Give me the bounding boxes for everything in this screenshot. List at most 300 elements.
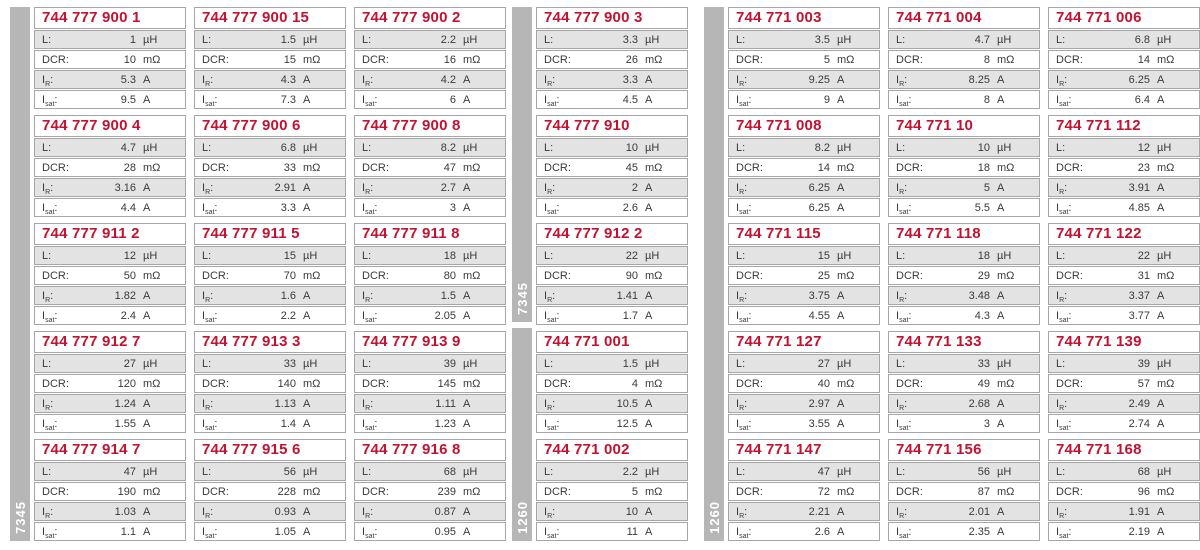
spec-label-subscript: sat (899, 100, 909, 108)
spec-label-isat: $I_{sat}$: (736, 417, 752, 432)
spec-unit-isat: A (997, 525, 1005, 538)
spec-row-isat (728, 90, 880, 109)
spec-unit-dcr: mΩ (837, 161, 855, 174)
spec-unit-ir: A (1157, 73, 1165, 86)
spec-row-ir (194, 286, 346, 305)
spec-unit-ir: A (997, 73, 1005, 86)
spec-value-l: 8.2 (814, 141, 830, 154)
spec-unit-l: µH (837, 357, 852, 370)
part-card (34, 115, 186, 217)
spec-value-ir: 6.25 (1128, 73, 1150, 86)
spec-row-ir (536, 70, 688, 89)
spec-label-dcr: DCR: (362, 269, 389, 282)
spec-label-l: L: (736, 141, 746, 154)
spec-value-l: 12 (1137, 141, 1150, 154)
spec-row-ir (888, 502, 1040, 521)
spec-unit-isat: A (837, 93, 845, 106)
spec-label-dcr: DCR: (544, 161, 571, 174)
spec-value-l: 10 (625, 141, 638, 154)
spec-label-dcr: DCR: (42, 53, 69, 66)
spec-value-ir: 1.5 (440, 289, 456, 302)
spec-unit-isat: A (1157, 309, 1165, 322)
package-size-label: 1260 (514, 501, 530, 534)
spec-row-l (888, 354, 1040, 373)
part-number: 744 777 900 4 (34, 115, 186, 137)
spec-label-subscript: sat (205, 424, 215, 432)
spec-value-isat: 0.95 (434, 525, 456, 538)
spec-unit-l: µH (303, 141, 318, 154)
spec-row-ir (888, 394, 1040, 413)
spec-row-dcr (728, 158, 880, 177)
spec-value-ir: 2.68 (968, 397, 990, 410)
package-rail-segment (512, 328, 532, 541)
package-rail-segment (10, 7, 30, 541)
spec-value-dcr: 26 (625, 53, 638, 66)
part-number: 744 771 118 (888, 223, 1040, 245)
spec-value-dcr: 50 (123, 269, 136, 282)
spec-value-l: 18 (443, 249, 456, 262)
spec-value-isat: 2.35 (968, 525, 990, 538)
spec-label-subscript: R (45, 404, 51, 412)
spec-unit-isat: A (143, 309, 151, 322)
spec-label-isat: $I_{sat}$: (736, 309, 752, 324)
spec-value-l: 39 (443, 357, 456, 370)
spec-value-isat: 1.55 (114, 417, 136, 430)
part-number: 744 771 115 (728, 223, 880, 245)
spec-value-dcr: 15 (283, 53, 296, 66)
spec-row-ir (728, 502, 880, 521)
spec-value-dcr: 57 (1137, 377, 1150, 390)
spec-unit-isat: A (303, 309, 311, 322)
spec-label-dcr: DCR: (1056, 485, 1083, 498)
spec-value-isat: 4.5 (622, 93, 638, 106)
spec-unit-isat: A (837, 309, 845, 322)
spec-unit-l: µH (143, 141, 158, 154)
spec-label-subscript: R (365, 80, 371, 88)
spec-label-subscript: sat (45, 208, 55, 216)
spec-label-isat: $I_{sat}$: (202, 93, 218, 108)
spec-label-dcr: DCR: (362, 377, 389, 390)
spec-unit-l: µH (997, 33, 1012, 46)
spec-row-ir (888, 286, 1040, 305)
spec-label-isat: $I_{sat}$: (736, 525, 752, 540)
spec-unit-dcr: mΩ (463, 269, 481, 282)
part-card (728, 439, 880, 541)
spec-row-l (536, 462, 688, 481)
spec-row-l (34, 246, 186, 265)
spec-label-dcr: DCR: (362, 53, 389, 66)
spec-label-subscript: sat (739, 532, 749, 540)
part-number: 744 777 900 1 (34, 7, 186, 29)
spec-label-subscript: sat (547, 316, 557, 324)
spec-unit-l: µH (1157, 33, 1172, 46)
spec-label-l: L: (544, 249, 554, 262)
spec-value-isat: 9 (823, 93, 830, 106)
spec-value-ir: 1.41 (616, 289, 638, 302)
spec-row-isat (34, 306, 186, 325)
spec-value-ir: 10.5 (616, 397, 638, 410)
spec-unit-ir: A (143, 397, 151, 410)
part-number: 744 771 008 (728, 115, 880, 137)
spec-value-isat: 9.5 (120, 93, 136, 106)
spec-label-isat: $I_{sat}$: (544, 417, 560, 432)
spec-label-dcr: DCR: (202, 485, 229, 498)
spec-row-ir (536, 394, 688, 413)
spec-unit-dcr: mΩ (1157, 485, 1175, 498)
spec-label-dcr: DCR: (1056, 269, 1083, 282)
spec-label-ir: $I_R$: (1056, 505, 1068, 520)
spec-value-isat: 8 (983, 93, 990, 106)
spec-label-l: L: (544, 357, 554, 370)
spec-unit-isat: A (837, 201, 845, 214)
spec-label-ir: $I_R$: (42, 397, 54, 412)
spec-value-ir: 3.16 (114, 181, 136, 194)
spec-unit-isat: A (837, 525, 845, 538)
spec-value-l: 27 (817, 357, 830, 370)
spec-row-isat (536, 90, 688, 109)
spec-value-isat: 4.85 (1128, 201, 1150, 214)
spec-value-l: 12 (123, 249, 136, 262)
spec-row-dcr (728, 482, 880, 501)
spec-unit-l: µH (837, 249, 852, 262)
spec-label-isat: $I_{sat}$: (544, 525, 560, 540)
spec-label-subscript: R (899, 80, 905, 88)
spec-label-isat: $I_{sat}$: (202, 417, 218, 432)
spec-label-isat: $I_{sat}$: (202, 201, 218, 216)
spec-label-l: L: (544, 33, 554, 46)
spec-row-isat (354, 306, 506, 325)
spec-unit-isat: A (143, 93, 151, 106)
spec-unit-ir: A (463, 289, 471, 302)
spec-unit-ir: A (837, 181, 845, 194)
spec-unit-l: µH (645, 249, 660, 262)
spec-row-isat (34, 414, 186, 433)
spec-row-dcr (194, 158, 346, 177)
spec-label-subscript: R (365, 296, 371, 304)
spec-value-dcr: 145 (437, 377, 456, 390)
spec-unit-isat: A (645, 417, 653, 430)
spec-value-dcr: 49 (977, 377, 990, 390)
spec-value-isat: 2.6 (814, 525, 830, 538)
spec-label-subscript: sat (1059, 316, 1069, 324)
spec-label-ir: $I_R$: (544, 397, 556, 412)
spec-label-subscript: sat (205, 316, 215, 324)
spec-label-subscript: R (899, 296, 905, 304)
spec-row-l (354, 246, 506, 265)
spec-unit-ir: A (1157, 181, 1165, 194)
spec-label-isat: $I_{sat}$: (202, 525, 218, 540)
spec-label-dcr: DCR: (896, 269, 923, 282)
spec-value-isat: 1.7 (622, 309, 638, 322)
spec-value-l: 68 (1137, 465, 1150, 478)
spec-row-ir (1048, 394, 1200, 413)
spec-value-isat: 12.5 (616, 417, 638, 430)
spec-unit-l: µH (645, 33, 660, 46)
spec-row-dcr (34, 374, 186, 393)
spec-label-ir: $I_R$: (736, 73, 748, 88)
spec-value-isat: 3.77 (1128, 309, 1150, 322)
spec-unit-isat: A (303, 417, 311, 430)
spec-label-l: L: (1056, 357, 1066, 370)
spec-unit-ir: A (1157, 397, 1165, 410)
spec-label-l: L: (202, 357, 212, 370)
part-card (194, 223, 346, 325)
spec-label-isat: $I_{sat}$: (1056, 93, 1072, 108)
spec-unit-l: µH (303, 465, 318, 478)
spec-value-dcr: 70 (283, 269, 296, 282)
spec-value-isat: 6.25 (808, 201, 830, 214)
package-rail-segment (704, 7, 724, 541)
spec-value-l: 1 (129, 33, 136, 46)
spec-label-dcr: DCR: (896, 53, 923, 66)
spec-value-l: 68 (443, 465, 456, 478)
spec-row-l (728, 354, 880, 373)
part-card (1048, 439, 1200, 541)
part-number: 744 771 139 (1048, 331, 1200, 353)
spec-value-ir: 9.25 (808, 73, 830, 86)
spec-value-dcr: 5 (823, 53, 830, 66)
spec-row-ir (1048, 502, 1200, 521)
spec-label-subscript: R (1059, 80, 1065, 88)
spec-unit-l: µH (143, 357, 158, 370)
part-card (34, 331, 186, 433)
spec-unit-ir: A (997, 397, 1005, 410)
spec-row-isat (354, 522, 506, 541)
spec-value-l: 6.8 (1134, 33, 1150, 46)
spec-value-dcr: 14 (817, 161, 830, 174)
spec-unit-dcr: mΩ (463, 377, 481, 390)
spec-value-isat: 1.4 (280, 417, 296, 430)
spec-row-ir (728, 394, 880, 413)
spec-unit-isat: A (303, 201, 311, 214)
spec-value-ir: 2.49 (1128, 397, 1150, 410)
spec-value-ir: 4.3 (280, 73, 296, 86)
spec-value-l: 2.2 (622, 465, 638, 478)
spec-unit-ir: A (645, 181, 653, 194)
part-card (1048, 7, 1200, 109)
spec-label-ir: $I_R$: (544, 73, 556, 88)
spec-label-isat: $I_{sat}$: (42, 417, 58, 432)
spec-value-l: 3.5 (814, 33, 830, 46)
spec-label-isat: $I_{sat}$: (362, 93, 378, 108)
spec-row-l (34, 462, 186, 481)
spec-label-dcr: DCR: (544, 269, 571, 282)
spec-row-l (1048, 138, 1200, 157)
spec-value-ir: 2.7 (440, 181, 456, 194)
spec-value-isat: 2.19 (1128, 525, 1150, 538)
spec-label-l: L: (896, 33, 906, 46)
spec-label-dcr: DCR: (202, 53, 229, 66)
part-card (194, 439, 346, 541)
spec-label-subscript: sat (739, 208, 749, 216)
spec-row-l (888, 138, 1040, 157)
spec-unit-isat: A (1157, 201, 1165, 214)
spec-label-subscript: sat (45, 424, 55, 432)
spec-label-dcr: DCR: (42, 269, 69, 282)
spec-unit-dcr: mΩ (1157, 377, 1175, 390)
spec-label-l: L: (202, 465, 212, 478)
spec-label-subscript: sat (547, 532, 557, 540)
spec-label-ir: $I_R$: (1056, 397, 1068, 412)
part-number: 744 777 916 8 (354, 439, 506, 461)
spec-label-subscript: R (547, 296, 553, 304)
spec-row-dcr (354, 374, 506, 393)
part-card (194, 7, 346, 109)
spec-label-subscript: R (1059, 296, 1065, 304)
spec-row-ir (888, 70, 1040, 89)
part-card (354, 115, 506, 217)
spec-row-ir (728, 178, 880, 197)
spec-label-subscript: R (205, 404, 211, 412)
spec-label-ir: $I_R$: (544, 289, 556, 304)
spec-value-dcr: 239 (437, 485, 456, 498)
spec-row-isat (536, 198, 688, 217)
spec-unit-isat: A (143, 525, 151, 538)
card-column (194, 7, 346, 550)
spec-unit-l: µH (1157, 249, 1172, 262)
spec-row-isat (728, 306, 880, 325)
spec-label-isat: $I_{sat}$: (736, 201, 752, 216)
spec-label-ir: $I_R$: (202, 505, 214, 520)
spec-label-subscript: R (1059, 512, 1065, 520)
spec-label-dcr: DCR: (202, 269, 229, 282)
spec-label-subscript: sat (205, 532, 215, 540)
spec-value-isat: 1.23 (434, 417, 456, 430)
spec-unit-ir: A (837, 289, 845, 302)
spec-label-dcr: DCR: (736, 269, 763, 282)
spec-label-isat: $I_{sat}$: (42, 201, 58, 216)
spec-label-l: L: (1056, 249, 1066, 262)
spec-label-subscript: R (365, 188, 371, 196)
spec-row-dcr (1048, 266, 1200, 285)
spec-unit-ir: A (303, 181, 311, 194)
spec-label-subscript: R (739, 80, 745, 88)
spec-unit-ir: A (303, 397, 311, 410)
spec-row-l (1048, 462, 1200, 481)
spec-value-ir: 10 (625, 505, 638, 518)
spec-unit-dcr: mΩ (303, 161, 321, 174)
spec-value-isat: 1.1 (120, 525, 136, 538)
spec-label-dcr: DCR: (1056, 377, 1083, 390)
spec-label-subscript: sat (45, 100, 55, 108)
spec-label-dcr: DCR: (202, 161, 229, 174)
spec-value-l: 56 (283, 465, 296, 478)
spec-row-dcr (1048, 50, 1200, 69)
part-number: 744 771 122 (1048, 223, 1200, 245)
spec-label-subscript: sat (365, 424, 375, 432)
spec-value-ir: 1.11 (435, 397, 456, 410)
spec-value-l: 33 (977, 357, 990, 370)
spec-unit-isat: A (463, 309, 471, 322)
spec-row-isat (888, 414, 1040, 433)
spec-unit-isat: A (1157, 417, 1165, 430)
spec-label-isat: $I_{sat}$: (202, 309, 218, 324)
spec-value-ir: 0.87 (434, 505, 456, 518)
spec-label-isat: $I_{sat}$: (896, 309, 912, 324)
part-card (728, 115, 880, 217)
spec-label-subscript: R (739, 404, 745, 412)
spec-value-dcr: 40 (817, 377, 830, 390)
spec-label-ir: $I_R$: (896, 181, 908, 196)
spec-value-dcr: 90 (625, 269, 638, 282)
spec-unit-dcr: mΩ (645, 161, 663, 174)
spec-row-isat (34, 90, 186, 109)
part-number: 744 777 912 2 (536, 223, 688, 245)
spec-value-dcr: 228 (277, 485, 296, 498)
spec-label-subscript: R (45, 188, 51, 196)
spec-unit-l: µH (303, 33, 318, 46)
card-column (728, 7, 880, 550)
spec-value-isat: 5.5 (974, 201, 990, 214)
spec-unit-ir: A (837, 73, 845, 86)
spec-label-dcr: DCR: (736, 485, 763, 498)
spec-value-ir: 3.3 (622, 73, 638, 86)
spec-row-dcr (1048, 374, 1200, 393)
part-card (1048, 331, 1200, 433)
spec-value-dcr: 96 (1137, 485, 1150, 498)
spec-value-ir: 8.25 (968, 73, 990, 86)
spec-label-l: L: (362, 465, 372, 478)
spec-value-l: 1.5 (280, 33, 296, 46)
spec-row-l (194, 30, 346, 49)
part-number: 744 777 911 5 (194, 223, 346, 245)
spec-label-isat: $I_{sat}$: (1056, 417, 1072, 432)
spec-value-dcr: 16 (443, 53, 456, 66)
spec-unit-isat: A (463, 201, 471, 214)
spec-row-l (34, 354, 186, 373)
part-card (728, 7, 880, 109)
spec-unit-l: µH (143, 33, 158, 46)
part-number: 744 777 913 9 (354, 331, 506, 353)
spec-row-l (888, 246, 1040, 265)
spec-unit-dcr: mΩ (303, 485, 321, 498)
spec-label-subscript: sat (899, 208, 909, 216)
spec-row-ir (536, 502, 688, 521)
spec-row-dcr (728, 50, 880, 69)
spec-row-isat (1048, 522, 1200, 541)
spec-unit-dcr: mΩ (997, 53, 1015, 66)
spec-unit-dcr: mΩ (143, 485, 161, 498)
spec-value-ir: 3.75 (808, 289, 830, 302)
spec-row-l (536, 354, 688, 373)
spec-label-ir: $I_R$: (362, 181, 374, 196)
spec-unit-ir: A (143, 289, 151, 302)
spec-row-ir (34, 394, 186, 413)
spec-row-l (354, 462, 506, 481)
spec-label-subscript: R (547, 80, 553, 88)
spec-label-dcr: DCR: (362, 161, 389, 174)
spec-label-subscript: R (547, 188, 553, 196)
spec-value-isat: 11 (626, 525, 638, 538)
spec-row-ir (888, 178, 1040, 197)
part-card (354, 7, 506, 109)
spec-label-subscript: sat (1059, 424, 1069, 432)
spec-value-l: 47 (817, 465, 830, 478)
spec-label-dcr: DCR: (544, 377, 571, 390)
spec-label-subscript: R (45, 296, 51, 304)
spec-row-l (354, 30, 506, 49)
spec-label-dcr: DCR: (896, 377, 923, 390)
spec-unit-isat: A (303, 93, 311, 106)
spec-row-isat (888, 306, 1040, 325)
spec-label-isat: $I_{sat}$: (362, 309, 378, 324)
spec-unit-isat: A (1157, 93, 1165, 106)
spec-label-isat: $I_{sat}$: (896, 417, 912, 432)
spec-value-dcr: 33 (283, 161, 296, 174)
spec-label-subscript: sat (899, 532, 909, 540)
part-number: 744 777 911 2 (34, 223, 186, 245)
spec-value-dcr: 45 (625, 161, 638, 174)
